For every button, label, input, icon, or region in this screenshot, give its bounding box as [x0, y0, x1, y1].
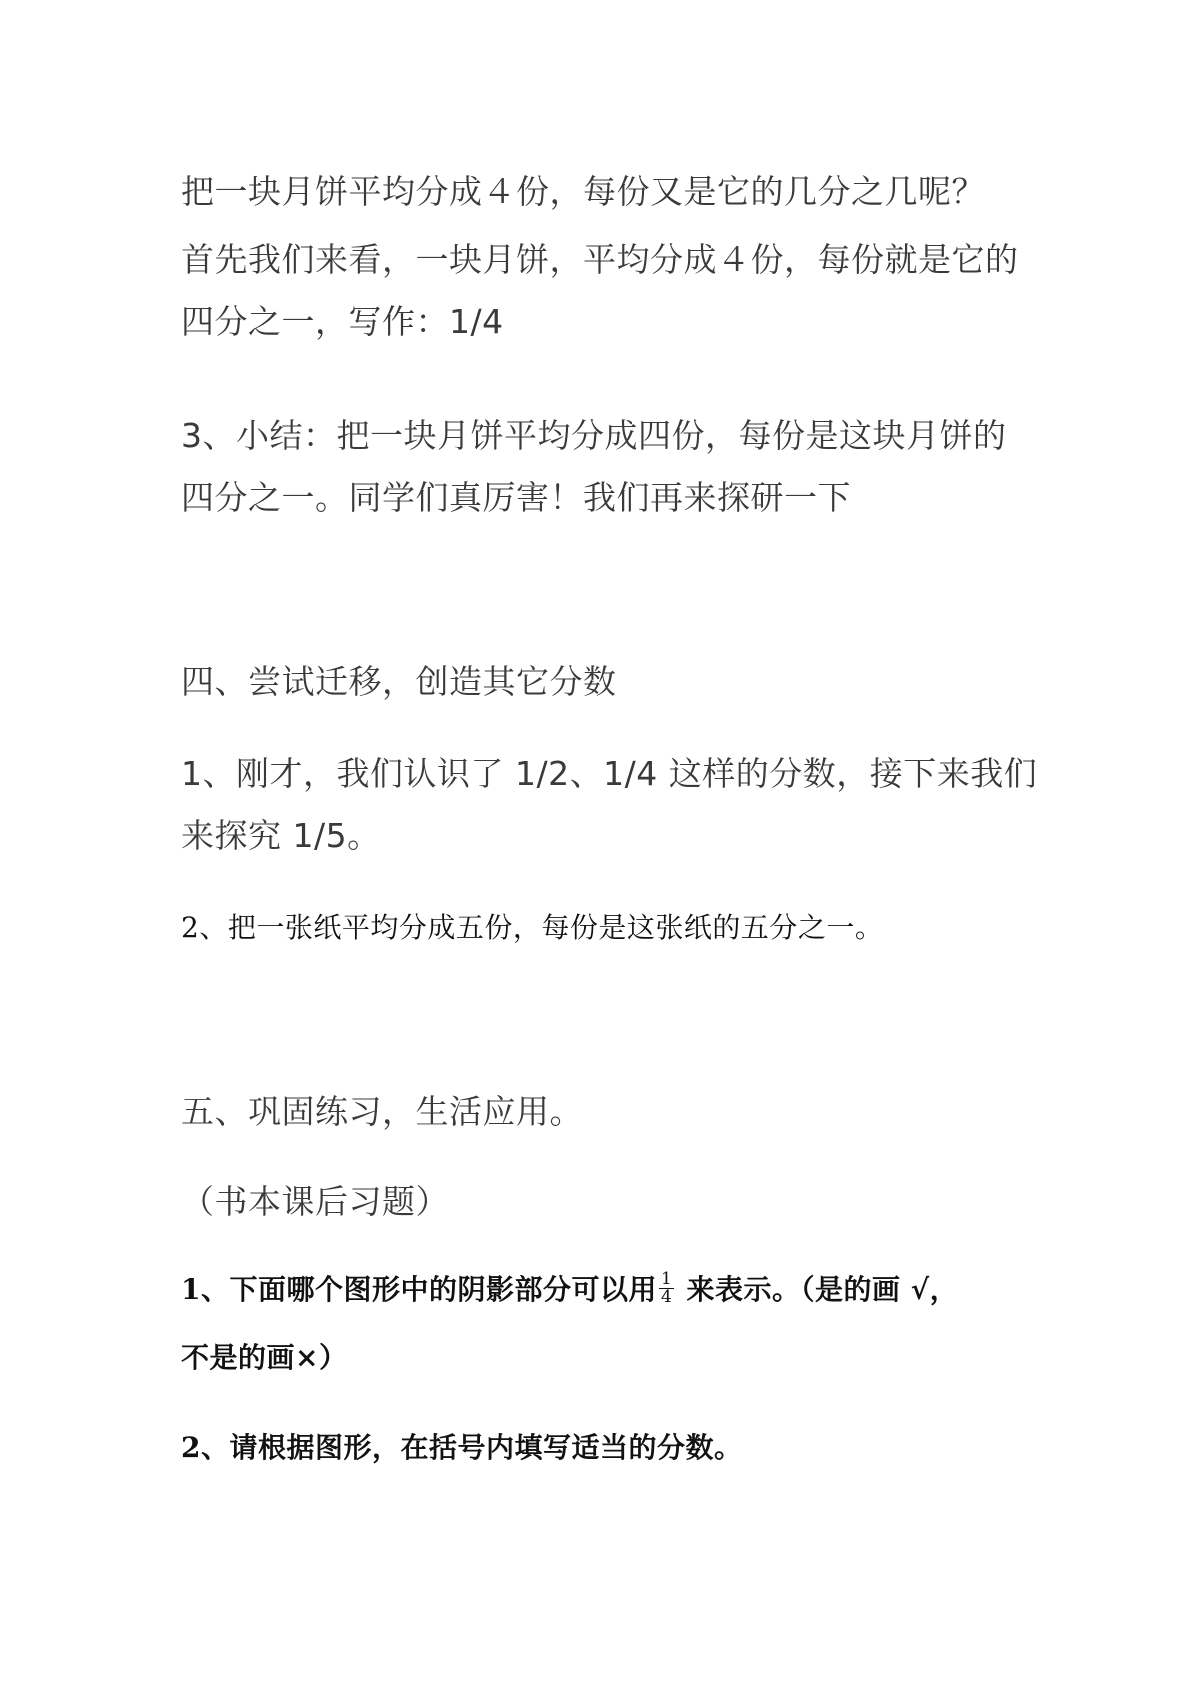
exercise-question: 2、请根据图形，在括号内填写适当的分数。 — [181, 1431, 743, 1464]
paragraph-line: 2、把一张纸平均分成五份，每份是这张纸的五分之一。 — [181, 911, 884, 944]
exercise-question: 不是的画×） — [181, 1341, 348, 1374]
paragraph-line: 四分之一。同学们真厉害！我们再来探研一下 — [181, 478, 851, 517]
section-heading: 五、巩固练习，生活应用。 — [181, 1092, 583, 1131]
question-text: 来表示。（是的画 √， — [676, 1273, 959, 1306]
paragraph-line: 把一块月饼平均分成４份，每份又是它的几分之几呢？ — [181, 172, 985, 211]
paragraph-line: 1、刚才，我们认识了 1/2、1/4 这样的分数，接下来我们 — [181, 754, 1038, 793]
question-text: 1、下面哪个图形中的阴影部分可以用 — [181, 1273, 657, 1306]
paragraph-line: 四分之一，写作：1/4 — [181, 302, 504, 341]
section-heading: 四、尝试迁移，创造其它分数 — [181, 662, 617, 701]
fraction-numerator: 1 — [660, 1269, 673, 1289]
paragraph-line: 来探究 1/5。 — [181, 816, 381, 855]
fraction-one-quarter — [659, 1271, 674, 1306]
paragraph-line: 首先我们来看，一块月饼，平均分成４份，每份就是它的 — [181, 240, 1019, 279]
exercise-question — [181, 1269, 959, 1309]
fraction-denominator: 4 — [660, 1287, 673, 1307]
paragraph-line: 3、小结：把一块月饼平均分成四份，每份是这块月饼的 — [181, 416, 1007, 455]
paragraph-line: （书本课后习题） — [181, 1182, 449, 1221]
